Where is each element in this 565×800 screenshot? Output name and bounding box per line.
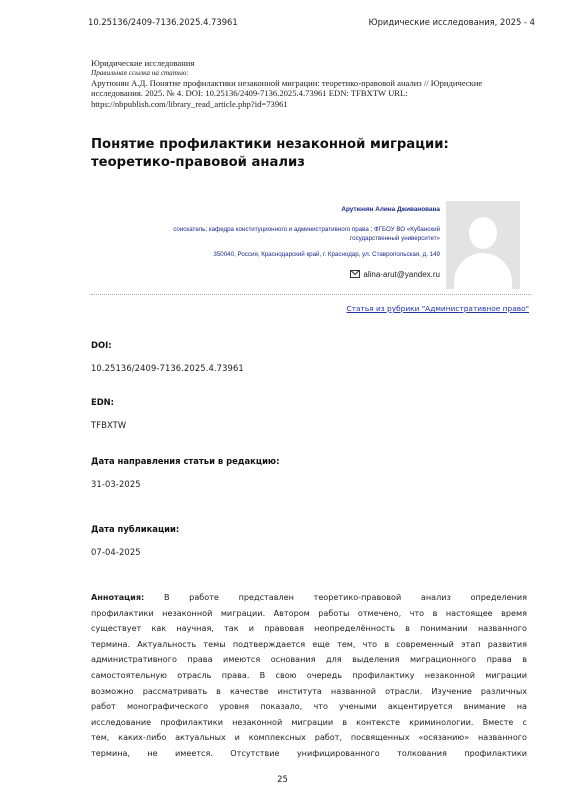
abstract-line-9: тем, каких-либо актуальных и комплексных работ, посвященных «осязанию» названного [91, 732, 527, 743]
author-email[interactable] [330, 270, 440, 279]
author-address: 350040, Россия, Краснодарский край, г. Краснодар, ул. Ставропольская, д. 149 [213, 251, 440, 258]
edn-label: EDN: [91, 397, 115, 407]
published-label: Дата публикации: [91, 524, 180, 534]
abstract-line-3: термина. Актуальность темы подтверждается еще тем, что в современный этап развития [91, 638, 527, 649]
abstract-line-5: самостоятельную отрасль права. В свою очередь профилактику незаконной миграции [91, 669, 527, 680]
submitted-label: Дата направления статьи в редакцию: [91, 456, 280, 466]
user-placeholder-icon [469, 217, 497, 249]
abstract-line-2: существует как научная, так и правовая неопределённость в понимании названного [91, 623, 527, 634]
abstract-line-7: работ монографического уровня показало, что учеными акцентируется внимание на [91, 701, 527, 712]
abstract-heading: Аннотация: [91, 592, 145, 602]
citation-block [91, 58, 521, 109]
abstract-line-10: термина, не имеется. Отсутствие унифицированного толкования профилактики [91, 747, 527, 758]
divider [91, 294, 531, 295]
header-running-title: Юридические исследования, 2025 - 4 [368, 17, 535, 27]
rubric-link[interactable]: Статья из рубрики "Административное право" [346, 304, 529, 313]
citation-text: Арутюнян А.Д. Понятие профилактики незаконной миграции: теоретико-правовой анализ // Юридические исследования. 2025. № 4. DOI: 10.25136/2409-7136.2025.4.73961 EDN: TFBXTW URL: https://nbpublish.com/library_read_article.php?id=73961 [91, 77, 483, 109]
article-title: Понятие профилактики незаконной миграции: теоретико-правовой анализ [91, 137, 449, 170]
author-email-text[interactable]: alina-arut@yandex.ru [363, 270, 440, 279]
author-name: Арутюнян Алина Дживанована [341, 206, 440, 213]
citation-label: Правильная ссылка на статью: [91, 68, 189, 77]
author-block [130, 205, 440, 259]
citation-journal: Юридические исследования [91, 58, 195, 68]
author-position: соискатель; кафедра конституционного и административного права ; ФГБОУ ВО «Кубанский государственный университет» [173, 226, 440, 242]
edn-value: TFBXTW [91, 420, 127, 430]
doi-value: 10.25136/2409-7136.2025.4.73961 [91, 363, 244, 373]
doi-label: DOI: [91, 340, 112, 350]
submitted-value: 31-03-2025 [91, 479, 141, 489]
abstract-line-1: профилактики незаконной миграции. Автором работы отмечено, что в настоящее время [91, 607, 527, 618]
mail-icon [350, 270, 360, 278]
abstract-line-4: административного права имеются основания для выделения миграционного права в [91, 654, 527, 665]
abstract-line-0: Аннотация: В работе представлен теоретико-правовой анализ определения [91, 592, 527, 602]
page-number: 25 [277, 774, 288, 784]
published-value: 07-04-2025 [91, 547, 141, 557]
abstract-line-8: исследование профилактики незаконной миграции в контексте криминологии. Вместе с [91, 716, 527, 727]
header-doi: 10.25136/2409-7136.2025.4.73961 [88, 17, 238, 27]
user-placeholder-body [454, 253, 512, 289]
author-photo-placeholder [446, 201, 520, 289]
abstract [91, 590, 527, 762]
abstract-line-6: возможно рассматривать в качестве института названной отрасли. Изучение различных [91, 685, 527, 696]
